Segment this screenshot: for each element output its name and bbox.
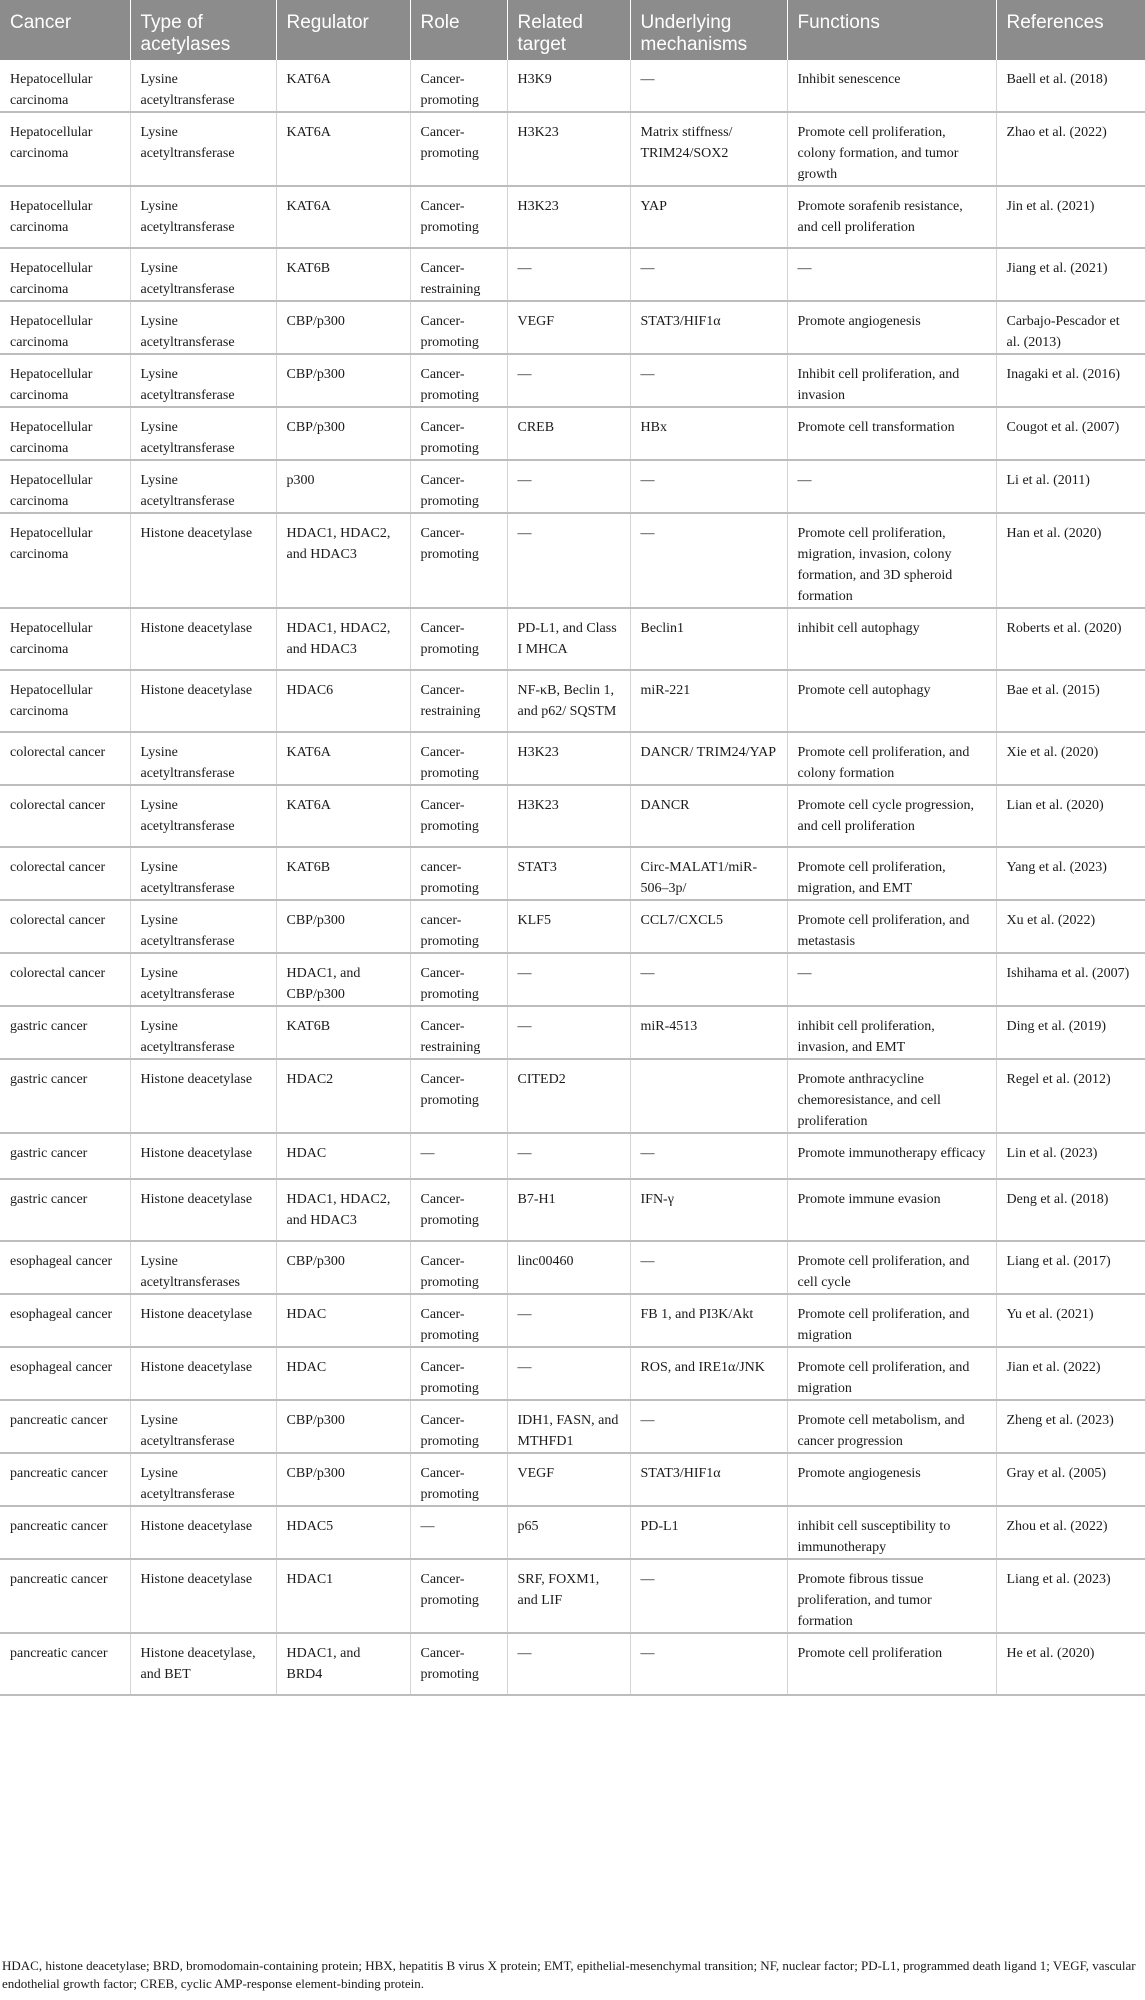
table-cell: Hepatocellular carcinoma — [0, 112, 130, 186]
table-cell: Promote sorafenib resistance, and cell proliferation — [787, 186, 996, 248]
table-cell: PD-L1 — [630, 1506, 787, 1559]
table-cell: Inhibit cell proliferation, and invasion — [787, 354, 996, 407]
table-cell: Promote cell metabolism, and cancer progression — [787, 1400, 996, 1453]
table-row — [0, 1506, 1145, 1559]
table-row — [0, 460, 1145, 513]
table-cell: Lysine acetyltransferase — [130, 1006, 276, 1059]
table-cell: VEGF — [507, 1453, 630, 1506]
table-cell: Lysine acetyltransferase — [130, 301, 276, 354]
table-cell: Zhao et al. (2022) — [996, 112, 1145, 186]
table-row — [0, 785, 1145, 847]
table-cell: H3K23 — [507, 112, 630, 186]
table-cell: linc00460 — [507, 1241, 630, 1294]
table-cell: Circ-MALAT1/miR-506–3p/ — [630, 847, 787, 900]
table-cell: Inhibit senescence — [787, 60, 996, 112]
table-row — [0, 407, 1145, 460]
table-row — [0, 1006, 1145, 1059]
table-cell: Cancer-restraining — [410, 1006, 507, 1059]
table-cell: Promote cell proliferation — [787, 1633, 996, 1695]
table-cell: Han et al. (2020) — [996, 513, 1145, 608]
table-cell: Promote immunotherapy efficacy — [787, 1133, 996, 1179]
table-row — [0, 1633, 1145, 1695]
table-cell: HDAC2 — [276, 1059, 410, 1133]
table-cell: inhibit cell autophagy — [787, 608, 996, 670]
table-cell: Lysine acetyltransferase — [130, 953, 276, 1006]
table-cell: Cancer-promoting — [410, 460, 507, 513]
table-cell: — — [787, 248, 996, 301]
table-cell: STAT3/HIF1α — [630, 1453, 787, 1506]
table-cell: HDAC1, HDAC2, and HDAC3 — [276, 608, 410, 670]
table-cell: Cancer-promoting — [410, 60, 507, 112]
table-row — [0, 513, 1145, 608]
table-row — [0, 248, 1145, 301]
table-cell: — — [507, 354, 630, 407]
table-cell: Lian et al. (2020) — [996, 785, 1145, 847]
table-cell: Cancer-promoting — [410, 1400, 507, 1453]
table-cell: STAT3 — [507, 847, 630, 900]
table-cell: miR-4513 — [630, 1006, 787, 1059]
table-cell: — — [507, 1006, 630, 1059]
table-cell: p65 — [507, 1506, 630, 1559]
column-header: Role — [410, 0, 507, 60]
table-cell: Promote cell proliferation, migration, and EMT — [787, 847, 996, 900]
table-cell: Cancer-promoting — [410, 953, 507, 1006]
table-cell: Promote cell proliferation, and colony formation — [787, 732, 996, 785]
table-cell: Xie et al. (2020) — [996, 732, 1145, 785]
table-cell: — — [507, 1633, 630, 1695]
table-cell: Hepatocellular carcinoma — [0, 460, 130, 513]
table-cell: — — [630, 513, 787, 608]
table-row — [0, 670, 1145, 732]
table-cell: Lysine acetyltransferase — [130, 1400, 276, 1453]
table-cell: KAT6A — [276, 186, 410, 248]
table-cell: HBx — [630, 407, 787, 460]
table-cell: Hepatocellular carcinoma — [0, 60, 130, 112]
table-cell: gastric cancer — [0, 1006, 130, 1059]
table-cell: Cancer-promoting — [410, 1179, 507, 1241]
table-cell: Yang et al. (2023) — [996, 847, 1145, 900]
table-cell: Cancer-restraining — [410, 248, 507, 301]
table-cell: pancreatic cancer — [0, 1400, 130, 1453]
table-row — [0, 354, 1145, 407]
table-cell: Promote cell proliferation, and migration — [787, 1294, 996, 1347]
table-row — [0, 112, 1145, 186]
table-cell: esophageal cancer — [0, 1294, 130, 1347]
table-cell: Lysine acetyltransferase — [130, 732, 276, 785]
table-row — [0, 1133, 1145, 1179]
table-cell: Histone deacetylase, and BET — [130, 1633, 276, 1695]
column-header: Cancer — [0, 0, 130, 60]
table-cell: — — [507, 1347, 630, 1400]
table-cell: Promote cell cycle progression, and cell proliferation — [787, 785, 996, 847]
table-cell: Roberts et al. (2020) — [996, 608, 1145, 670]
table-cell: KAT6B — [276, 847, 410, 900]
table-cell: inhibit cell proliferation, invasion, and EMT — [787, 1006, 996, 1059]
table-cell: Cancer-promoting — [410, 112, 507, 186]
table-cell: B7-H1 — [507, 1179, 630, 1241]
table-cell: colorectal cancer — [0, 785, 130, 847]
table-cell: Hepatocellular carcinoma — [0, 608, 130, 670]
table-cell: Hepatocellular carcinoma — [0, 513, 130, 608]
table-cell: Histone deacetylase — [130, 1559, 276, 1633]
table-cell: Cancer-promoting — [410, 1559, 507, 1633]
table-cell: KLF5 — [507, 900, 630, 953]
table-cell: IFN-γ — [630, 1179, 787, 1241]
table-cell: Cancer-promoting — [410, 1347, 507, 1400]
table-cell: gastric cancer — [0, 1179, 130, 1241]
table-cell: Histone deacetylase — [130, 1506, 276, 1559]
table-cell: pancreatic cancer — [0, 1453, 130, 1506]
table-cell: Carbajo-Pescador et al. (2013) — [996, 301, 1145, 354]
table-cell: — — [410, 1133, 507, 1179]
table-row — [0, 1400, 1145, 1453]
table-cell: Ding et al. (2019) — [996, 1006, 1145, 1059]
table-cell: Cancer-promoting — [410, 301, 507, 354]
table-cell: KAT6B — [276, 248, 410, 301]
table-cell: Li et al. (2011) — [996, 460, 1145, 513]
table-cell: Histone deacetylase — [130, 670, 276, 732]
table-cell: HDAC — [276, 1347, 410, 1400]
table-cell: Cancer-promoting — [410, 407, 507, 460]
table-cell: cancer-promoting — [410, 900, 507, 953]
table-row — [0, 1347, 1145, 1400]
table-cell: HDAC6 — [276, 670, 410, 732]
table-cell: CBP/p300 — [276, 1241, 410, 1294]
table-cell: pancreatic cancer — [0, 1633, 130, 1695]
table-cell: Lysine acetyltransferase — [130, 354, 276, 407]
table-cell: Bae et al. (2015) — [996, 670, 1145, 732]
table-cell: — — [507, 953, 630, 1006]
table-cell: Lysine acetyltransferases — [130, 1241, 276, 1294]
table-cell: Hepatocellular carcinoma — [0, 301, 130, 354]
column-header: Related target — [507, 0, 630, 60]
table-cell: Hepatocellular carcinoma — [0, 407, 130, 460]
table-cell: Jin et al. (2021) — [996, 186, 1145, 248]
table-cell: CBP/p300 — [276, 1400, 410, 1453]
table-cell: HDAC1, and BRD4 — [276, 1633, 410, 1695]
table-cell: HDAC1, HDAC2, and HDAC3 — [276, 1179, 410, 1241]
table-cell: Histone deacetylase — [130, 1133, 276, 1179]
table-cell: Cancer-promoting — [410, 1633, 507, 1695]
table-cell: Promote angiogenesis — [787, 301, 996, 354]
table-cell: Jian et al. (2022) — [996, 1347, 1145, 1400]
table-cell: gastric cancer — [0, 1059, 130, 1133]
table-cell: CREB — [507, 407, 630, 460]
table-cell: — — [507, 1133, 630, 1179]
table-cell: Promote cell proliferation, and metastasis — [787, 900, 996, 953]
table-cell: Lysine acetyltransferase — [130, 785, 276, 847]
table-cell: Inagaki et al. (2016) — [996, 354, 1145, 407]
table-cell: HDAC5 — [276, 1506, 410, 1559]
table-cell: Cancer-promoting — [410, 1059, 507, 1133]
table-row — [0, 1294, 1145, 1347]
table-cell: CBP/p300 — [276, 301, 410, 354]
table-cell: Liang et al. (2023) — [996, 1559, 1145, 1633]
table-cell: colorectal cancer — [0, 953, 130, 1006]
table-row — [0, 301, 1145, 354]
table-cell: Promote cell proliferation, and migration — [787, 1347, 996, 1400]
table-cell: Cancer-promoting — [410, 186, 507, 248]
table-cell: Hepatocellular carcinoma — [0, 248, 130, 301]
table-cell: Zheng et al. (2023) — [996, 1400, 1145, 1453]
table-cell: Histone deacetylase — [130, 1347, 276, 1400]
table-cell: — — [630, 1400, 787, 1453]
column-header: Functions — [787, 0, 996, 60]
table-cell: — — [507, 248, 630, 301]
table-cell: Lysine acetyltransferase — [130, 248, 276, 301]
table-cell: YAP — [630, 186, 787, 248]
table-cell: KAT6A — [276, 112, 410, 186]
table-cell: PD-L1, and Class I MHCA — [507, 608, 630, 670]
table-cell: Ishihama et al. (2007) — [996, 953, 1145, 1006]
table-cell: — — [630, 1559, 787, 1633]
table-cell: Beclin1 — [630, 608, 787, 670]
table-row — [0, 608, 1145, 670]
table-cell: Histone deacetylase — [130, 1059, 276, 1133]
table-cell: CCL7/CXCL5 — [630, 900, 787, 953]
table-cell: Yu et al. (2021) — [996, 1294, 1145, 1347]
table-cell: — — [630, 1633, 787, 1695]
table-cell: Deng et al. (2018) — [996, 1179, 1145, 1241]
table-footnote: HDAC, histone deacetylase; BRD, bromodomain-containing protein; HBX, hepatitis B virus X protein; EMT, epithelial-mesenchymal transition; NF, nuclear factor; PD-L1, programmed death ligand 1; VEGF, vascular endothelial growth factor; CREB, cyclic AMP-response element-binding protein. — [2, 1958, 1136, 1991]
table-row — [0, 847, 1145, 900]
table-cell: H3K23 — [507, 785, 630, 847]
table-cell: Xu et al. (2022) — [996, 900, 1145, 953]
table-cell: STAT3/HIF1α — [630, 301, 787, 354]
table-cell: — — [630, 1133, 787, 1179]
table-cell: Lysine acetyltransferase — [130, 60, 276, 112]
table-cell: — — [630, 248, 787, 301]
table-cell: Cancer-promoting — [410, 1294, 507, 1347]
table-row — [0, 900, 1145, 953]
table-cell: Gray et al. (2005) — [996, 1453, 1145, 1506]
table-cell: Lysine acetyltransferase — [130, 407, 276, 460]
header-row — [0, 0, 1145, 60]
table-cell: — — [630, 60, 787, 112]
table-cell: Lysine acetyltransferase — [130, 460, 276, 513]
table-cell: — — [630, 354, 787, 407]
table-cell: Promote fibrous tissue proliferation, and tumor formation — [787, 1559, 996, 1633]
table-cell: CBP/p300 — [276, 900, 410, 953]
table-row — [0, 186, 1145, 248]
table-cell: SRF, FOXM1, and LIF — [507, 1559, 630, 1633]
table-cell: H3K23 — [507, 186, 630, 248]
table-cell: Histone deacetylase — [130, 513, 276, 608]
table-cell: — — [630, 460, 787, 513]
table-cell: VEGF — [507, 301, 630, 354]
table-cell: Histone deacetylase — [130, 608, 276, 670]
table-row — [0, 953, 1145, 1006]
table-cell: pancreatic cancer — [0, 1559, 130, 1633]
column-header: Underlying mechanisms — [630, 0, 787, 60]
table-cell: esophageal cancer — [0, 1241, 130, 1294]
table-cell: — — [787, 460, 996, 513]
table-cell: FB 1, and PI3K/Akt — [630, 1294, 787, 1347]
table-cell: Promote immune evasion — [787, 1179, 996, 1241]
table-cell: — — [630, 1241, 787, 1294]
table-cell: ROS, and IRE1α/JNK — [630, 1347, 787, 1400]
table-cell: Cougot et al. (2007) — [996, 407, 1145, 460]
column-header: References — [1006, 12, 1104, 33]
column-header: Regulator — [276, 0, 410, 60]
table-cell: Lysine acetyltransferase — [130, 112, 276, 186]
table-cell: HDAC — [276, 1294, 410, 1347]
table-cell: Promote angiogenesis — [787, 1453, 996, 1506]
table-cell: Regel et al. (2012) — [996, 1059, 1145, 1133]
table-cell: Promote anthracycline chemoresistance, and cell proliferation — [787, 1059, 996, 1133]
table-cell: NF-κB, Beclin 1, and p62/ SQSTM — [507, 670, 630, 732]
table-cell: Lysine acetyltransferase — [130, 900, 276, 953]
table-cell: Hepatocellular carcinoma — [0, 670, 130, 732]
table-cell: Promote cell proliferation, and cell cycle — [787, 1241, 996, 1294]
table-cell: Cancer-promoting — [410, 785, 507, 847]
table-cell: Promote cell proliferation, migration, invasion, colony formation, and 3D spheroid formation — [787, 513, 996, 608]
table-cell: H3K9 — [507, 60, 630, 112]
table-row — [0, 1559, 1145, 1633]
table-row — [0, 1179, 1145, 1241]
table-cell: Jiang et al. (2021) — [996, 248, 1145, 301]
table-cell: Baell et al. (2018) — [996, 60, 1145, 112]
table-cell: colorectal cancer — [0, 900, 130, 953]
table-cell: CBP/p300 — [276, 354, 410, 407]
table-cell: Matrix stiffness/ TRIM24/SOX2 — [630, 112, 787, 186]
table-cell: inhibit cell susceptibility to immunotherapy — [787, 1506, 996, 1559]
table-row — [0, 1241, 1145, 1294]
table-cell: KAT6A — [276, 60, 410, 112]
column-header: Type of acetylases — [130, 0, 276, 60]
table-row — [0, 60, 1145, 112]
table-cell: HDAC1 — [276, 1559, 410, 1633]
table-cell: HDAC1, and CBP/p300 — [276, 953, 410, 1006]
table-body — [0, 60, 1145, 1695]
table-cell — [630, 1059, 787, 1133]
table-cell: Promote cell transformation — [787, 407, 996, 460]
table-cell: CITED2 — [507, 1059, 630, 1133]
table-cell: Lysine acetyltransferase — [130, 1453, 276, 1506]
table-cell: Liang et al. (2017) — [996, 1241, 1145, 1294]
table-cell: HDAC1, HDAC2, and HDAC3 — [276, 513, 410, 608]
table-cell: Histone deacetylase — [130, 1179, 276, 1241]
table-cell: CBP/p300 — [276, 407, 410, 460]
table-cell: Lysine acetyltransferase — [130, 847, 276, 900]
table-cell: Cancer-restraining — [410, 670, 507, 732]
table-cell: Cancer-promoting — [410, 513, 507, 608]
table-cell: Cancer-promoting — [410, 1453, 507, 1506]
table-cell: IDH1, FASN, and MTHFD1 — [507, 1400, 630, 1453]
table-cell: Hepatocellular carcinoma — [0, 354, 130, 407]
table-cell: pancreatic cancer — [0, 1506, 130, 1559]
table-cell: — — [507, 1294, 630, 1347]
table-cell: H3K23 — [507, 732, 630, 785]
table-cell: esophageal cancer — [0, 1347, 130, 1400]
table-cell: He et al. (2020) — [996, 1633, 1145, 1695]
table-cell: KAT6A — [276, 785, 410, 847]
table-cell: gastric cancer — [0, 1133, 130, 1179]
table-cell: Zhou et al. (2022) — [996, 1506, 1145, 1559]
table-cell: KAT6A — [276, 732, 410, 785]
table-cell: colorectal cancer — [0, 732, 130, 785]
table-cell: p300 — [276, 460, 410, 513]
table-cell: Promote cell proliferation, colony formation, and tumor growth — [787, 112, 996, 186]
table-cell: Cancer-promoting — [410, 732, 507, 785]
table-row — [0, 1059, 1145, 1133]
table-cell: cancer-promoting — [410, 847, 507, 900]
table-cell: — — [787, 953, 996, 1006]
table-cell: Cancer-promoting — [410, 608, 507, 670]
table-row — [0, 1453, 1145, 1506]
table-cell: Cancer-promoting — [410, 354, 507, 407]
table-cell: Lin et al. (2023) — [996, 1133, 1145, 1179]
table-cell: miR-221 — [630, 670, 787, 732]
table-cell: Hepatocellular carcinoma — [0, 186, 130, 248]
table-cell: Lysine acetyltransferase — [130, 186, 276, 248]
table-cell: Histone deacetylase — [130, 1294, 276, 1347]
table-cell: KAT6B — [276, 1006, 410, 1059]
table-cell: — — [630, 953, 787, 1006]
table-cell: Cancer-promoting — [410, 1241, 507, 1294]
table-cell: — — [410, 1506, 507, 1559]
table-cell: DANCR — [630, 785, 787, 847]
table-cell: — — [507, 460, 630, 513]
table-cell: HDAC — [276, 1133, 410, 1179]
table-cell: — — [507, 513, 630, 608]
table-cell: Promote cell autophagy — [787, 670, 996, 732]
table-row — [0, 732, 1145, 785]
table-cell: DANCR/ TRIM24/YAP — [630, 732, 787, 785]
table-cell: colorectal cancer — [0, 847, 130, 900]
table-cell: CBP/p300 — [276, 1453, 410, 1506]
